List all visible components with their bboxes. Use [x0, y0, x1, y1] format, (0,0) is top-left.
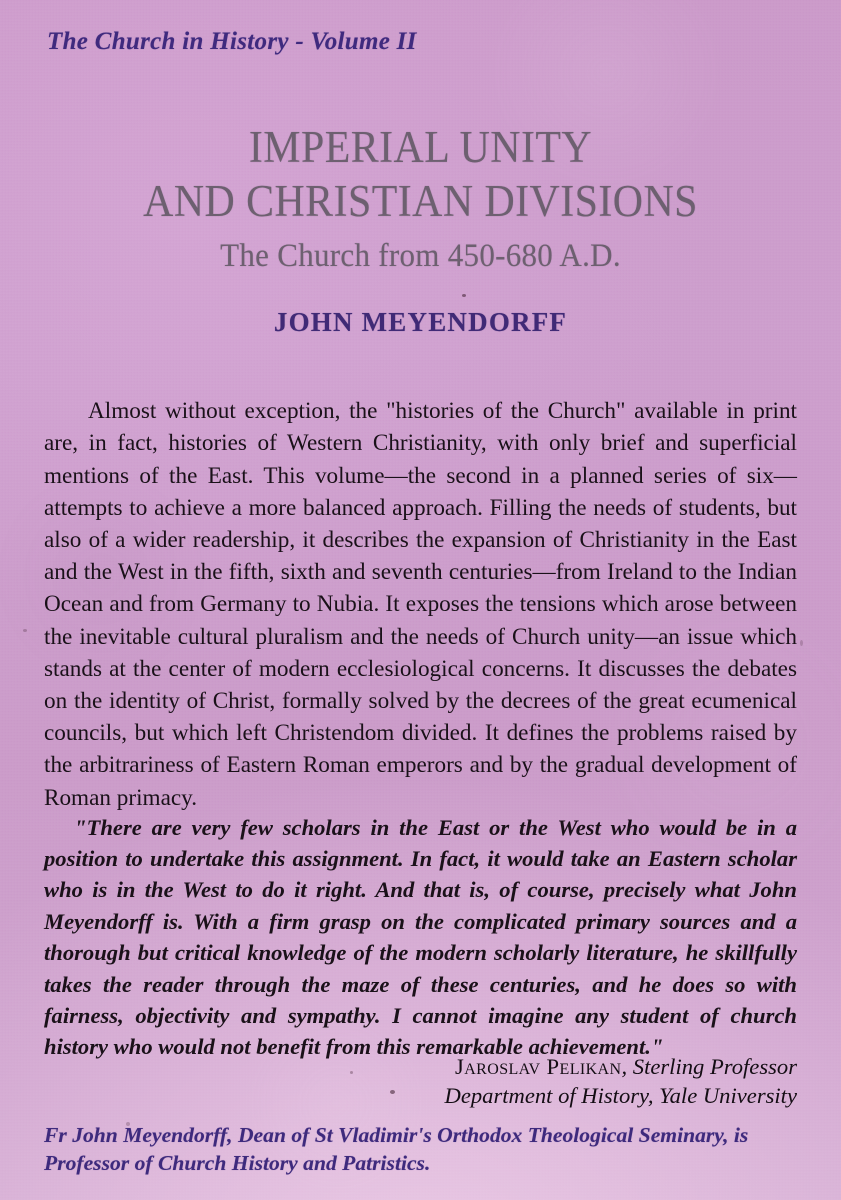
attribution-name: Jaroslav Pelikan — [455, 1054, 622, 1079]
attribution-line-1 — [445, 1052, 798, 1081]
attribution-affiliation: Department of History, Yale University — [444, 1083, 797, 1108]
book-title-line-1: IMPERIAL UNITY — [248, 122, 593, 172]
print-speck — [23, 629, 27, 632]
book-description: Almost without exception, the "histories of the Church" available in print are, in fact, histories of Western Christianity, with only brief and superficial mentions of the East. This volume—the second in a planned series of six—attempts to achieve a more balanced approach. Filling the needs of students, but also of a wider readership, it describes the expansion of Christianity in the East and the West in the fifth, sixth and seventh centuries—from Ireland to the Indian Ocean and from Germany to Nubia. It exposes the tensions which arose between the inevitable cultural pluralism and the needs of Church unity—an issue which stands at the center of modern ecclesiological concerns. It discusses the debates on the identity of Christ, formally solved by the decrees of the great ecumenical councils, but which left Christendom divided. It defines the problems raised by the arbitrariness of Eastern Roman emperors and by the gradual development of Roman primacy. — [44, 398, 797, 811]
title-block — [0, 120, 841, 278]
print-speck — [462, 294, 466, 297]
attribution-title: , Sterling Professor — [621, 1054, 797, 1079]
book-title-line-2: AND CHRISTIAN DIVISIONS — [143, 176, 698, 226]
book-subtitle: The Church from 450-680 A.D. — [220, 238, 621, 274]
author-bio: Fr John Meyendorff, Dean of St Vladimir's Orthodox Theological Seminary, is Professor of Church History and Patristics. — [44, 1123, 749, 1175]
endorsement-attribution — [445, 1052, 798, 1110]
endorsement-quote: "There are very few scholars in the East or the West who would be in a position to undertake this assignment. In fact, it would take an Eastern scholar who is in the West to do it right. And that is, of course, precisely what John Meyendorff is. With a firm grasp on the complicated primary sources and a thorough but critical knowledge of the modern scholarly literature, he skillfully takes the reader through the maze of these centuries, and he does so with fairness, objectivity and sympathy. I cannot imagine any student of church history who would not benefit from this remarkable achievement." — [44, 814, 797, 1060]
print-speck — [800, 640, 803, 646]
series-title: The Church in History - Volume II — [47, 28, 417, 55]
print-speck — [390, 1090, 395, 1094]
author-name: JOHN MEYENDORFF — [273, 307, 568, 337]
print-speck — [350, 1071, 353, 1074]
